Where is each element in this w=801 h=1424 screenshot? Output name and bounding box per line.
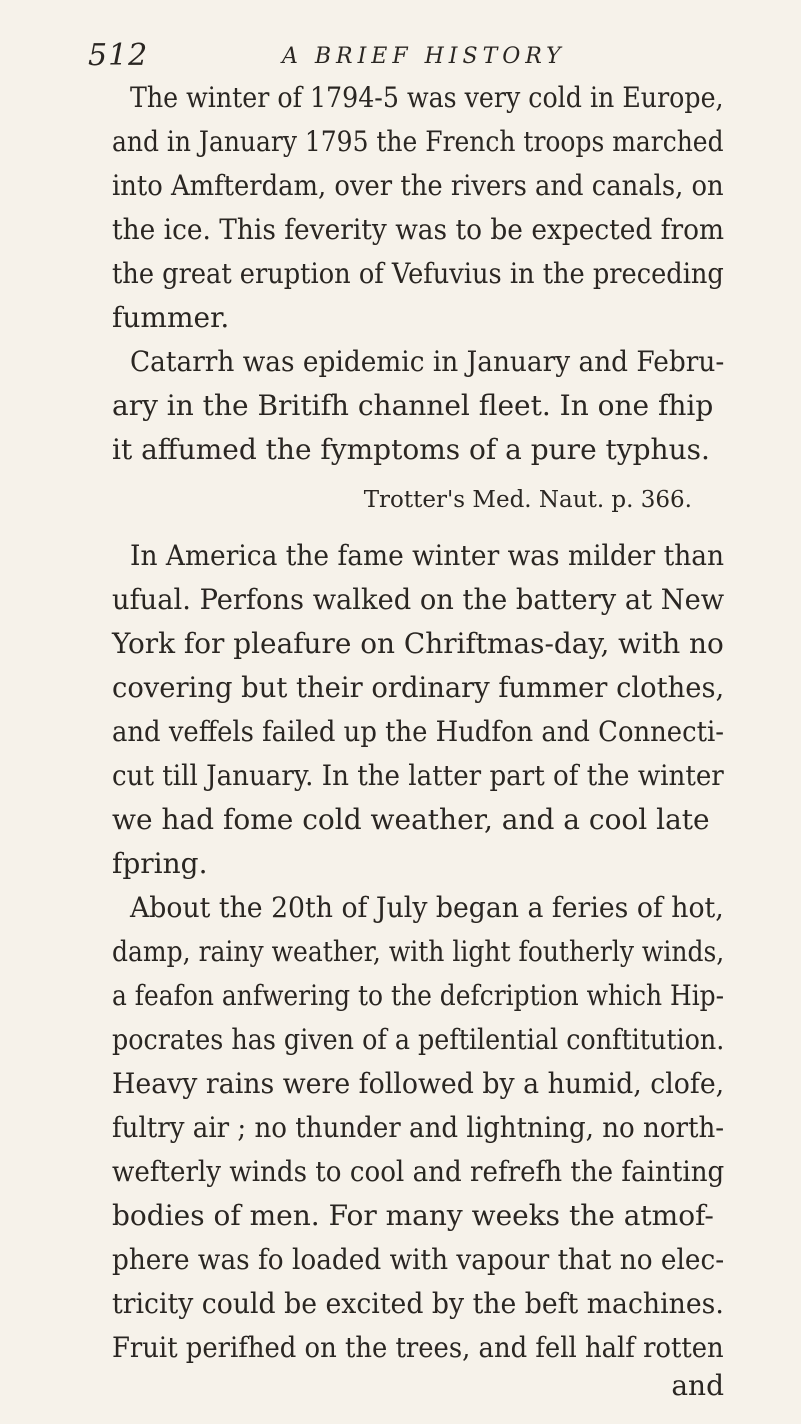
page-number: 512 <box>88 38 149 73</box>
text-line: cut till January. In the latter part of the winter <box>112 759 724 792</box>
text-line: Catarrh was epidemic in January and Febru- <box>130 345 725 378</box>
text-line: fpring. <box>112 847 208 880</box>
text-line: damp, rainy weather, with light foutherly winds, <box>112 935 725 968</box>
text-line: covering but their ordinary fummer clothes, <box>112 671 725 704</box>
text-line: Fruit perifhed on the trees, and fell half rotten <box>112 1331 724 1364</box>
text-line: into Amfterdam, over the rivers and canals, on <box>112 169 724 202</box>
text-line: phere was fo loaded with vapour that no elec- <box>112 1243 725 1276</box>
text-line: we had fome cold weather, and a cool late <box>112 803 710 836</box>
text-line: fummer. <box>112 301 230 334</box>
citation: Trotter's Med. Naut. p. 366. <box>363 487 692 513</box>
running-title: A BRIEF HISTORY <box>282 44 566 69</box>
text-line: a feafon anfwering to the defcription which Hip- <box>112 979 725 1012</box>
text-line: bodies of men. For many weeks the atmof- <box>112 1199 714 1232</box>
text-line: Heavy rains were followed by a humid, clofe, <box>112 1067 725 1100</box>
running-head <box>0 38 801 78</box>
text-line: In America the fame winter was milder than <box>130 539 725 572</box>
text-line: The winter of 1794-5 was very cold in Europe, <box>130 81 724 114</box>
catchword: and <box>671 1369 724 1402</box>
text-line: it affumed the fymptoms of a pure typhus. <box>112 433 710 466</box>
text-line: ary in the Britifh channel fleet. In one fhip <box>112 389 714 422</box>
text-line: ufual. Perfons walked on the battery at New <box>112 583 725 616</box>
text-line: pocrates has given of a peftilential conftitution. <box>112 1023 725 1056</box>
text-line: About the 20th of July began a feries of hot, <box>130 891 724 924</box>
text-line: and veffels failed up the Hudfon and Connecti- <box>112 715 724 748</box>
text-line: the great eruption of Vefuvius in the preceding <box>112 257 724 290</box>
text-line: and in January 1795 the French troops marched <box>112 125 724 158</box>
text-line: wefterly winds to cool and refrefh the fainting <box>112 1155 725 1188</box>
text-line: the ice. This feverity was to be expected from <box>112 213 725 246</box>
text-line: fultry air ; no thunder and lightning, no north- <box>112 1111 725 1144</box>
text-line: tricity could be excited by the beft machines. <box>112 1287 724 1320</box>
text-line: York for pleafure on Chriftmas-day, with no <box>112 627 724 660</box>
